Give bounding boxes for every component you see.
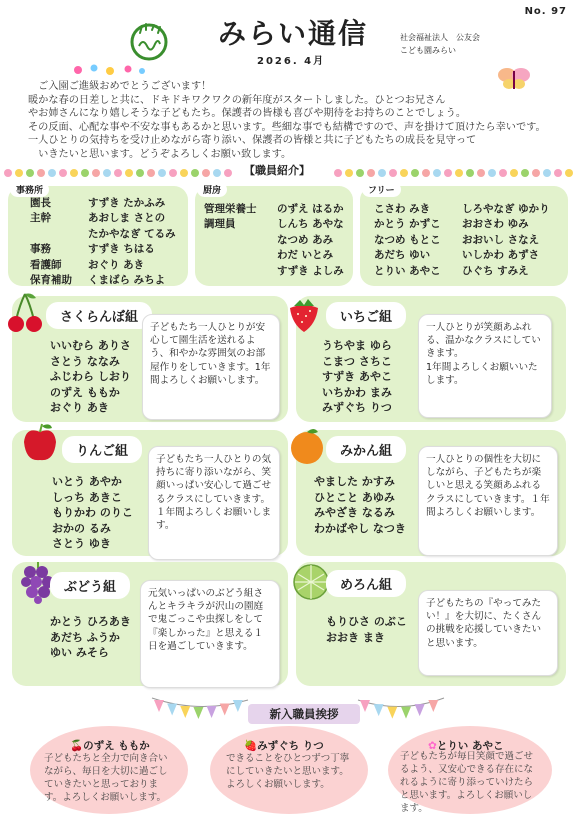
group-members-meron: もりひさ のぶこ おおき まき [326, 615, 407, 644]
strawberry-icon [286, 294, 322, 334]
new-staff-name-1: 🍒のずえ ももか [70, 740, 150, 752]
new-staff-message-1: 子どもたちと全力で向き合いながら、毎日を大切に過ごしていきたいと思っております。よろしくお願いします。 [44, 753, 168, 803]
org-line-1: 社会福祉法人 公友会 [400, 33, 480, 42]
new-staff-name-3: ✿とりい あやこ [428, 740, 504, 752]
cherry-icon [6, 290, 44, 336]
new-staff-message-2: できることをひとつずつ丁寧にしていきたいと思います。 よろしくお願いします。 [226, 753, 350, 790]
issue-number: No. 97 [524, 6, 567, 17]
free-staff-col2: しろやなぎ ゆかり おおさわ ゆみ おおいし さなえ いしかわ あずさ ひぐち すみえ [462, 203, 550, 277]
group-name-ringo: りんご組 [62, 436, 142, 463]
group-members-budou: かとう ひろあき あだち ふうか ゆい みそら [50, 615, 131, 659]
group-members-ichigo: うちやま ゆら こまつ さちこ すずき あやこ いちかわ まみ みずぐち りつ [322, 339, 392, 414]
office-names: すずき たかふみ あおしま さとの たかやなぎ てるみ すずき ちはる おぐり あき くまばら みちよ [88, 197, 176, 287]
new-staff-title: 新入職員挨拶 [248, 704, 360, 724]
kitchen-label: 厨房 [197, 182, 227, 197]
group-name-meron: めろん組 [326, 570, 406, 597]
group-message-sakuranbo: 子どもたち一人ひとりが安心して園生活を送れるよう、和やかな雰囲気のお部屋作りをしていきます。1年間よろしくお願いします。 [142, 314, 280, 420]
group-name-sakuranbo: さくらんぼ組 [46, 302, 152, 329]
group-message-meron: 子どもたちの『やってみたい！』を大切に、たくさんの挑戦を応援していきたいと思います。 [418, 590, 558, 676]
organization-name [400, 31, 480, 57]
apple-icon [20, 420, 60, 464]
group-message-mikan: 一人ひとりの個性を大切にしながら、子どもたちが楽しいと思える笑顔あふれるクラスにしていきます。１年間よろしくお願いします。 [418, 446, 558, 556]
issue-date: 2026. 4月 [257, 56, 326, 67]
group-name-budou: ぶどう組 [50, 572, 130, 599]
org-line-2: こども園みらい [400, 46, 456, 55]
cherry-small-icon: 🍒 [70, 740, 84, 752]
greeting-text: ご入園ご進級おめでとうございます！ 暖かな春の日差しと共に、ドキドキワクワクの新年度がスタートしました。ひとつお兄さん やお姉さんになり嬉しそうな子どもたち。保護者の皆様も喜びや期待をお持ちのことでしょう。 その反面、心配な事や不安な事もあるかと思います。些細な事でも結構ですので、声を掛けて頂けたら幸いです。 一人ひとりの気持ちを受け止めながら寄り添い、保護者の皆様と共に子どもたちの成長を見守って いきたいと思います。どうぞよろしくお願い致します。 [28, 81, 546, 160]
strawberry-small-icon: 🍓 [244, 740, 258, 752]
office-label: 事務所 [10, 182, 49, 197]
flowers-icon [70, 62, 150, 78]
group-message-budou: 元気いっぱいのぶどう組さんとキラキラが沢山の園庭で鬼ごっこや虫探しをして『楽しかった』と思える１日を過ごしていきます。 [140, 580, 280, 688]
group-members-ringo: いとう あやか しっち あきこ もりかわ のりこ おかの るみ さとう ゆき [52, 475, 133, 550]
group-name-mikan: みかん組 [326, 436, 406, 463]
kitchen-roles: 管理栄養士 調理員 [204, 203, 257, 231]
newsletter-title: みらい通信 [218, 17, 369, 50]
staff-section-title: 【職員紹介】 [238, 162, 316, 180]
orange-icon [288, 426, 326, 466]
group-message-ringo: 子どもたち一人ひとりの気持ちに寄り添いながら、笑顔いっぱい安心して過ごせるクラスにしていきます。 １年間よろしくお願いします。 [148, 446, 280, 560]
group-name-ichigo: いちご組 [326, 302, 406, 329]
logo-icon [127, 16, 171, 62]
new-staff-message-3: 子どもたちが毎日笑顔で過ごせるよう、又安心できる存在になれるように寄り添っていけたらと思います。よろしくお願いします。 [400, 751, 534, 814]
office-roles: 園長 主幹 事務 看護師 保育補助 [30, 197, 72, 287]
kitchen-names: のずえ はるか しんち あやな なつめ あみ わだ いとみ すずき よしみ [277, 203, 344, 277]
free-staff-col1: こさわ みき かとう かずこ なつめ もとこ あだち ゆい とりい あやこ [374, 203, 441, 277]
group-message-ichigo: 一人ひとりが笑顔あふれる、温かなクラスにしていきます。 1年間よろしくお願いいたします。 [418, 314, 552, 418]
group-members-sakuranbo: いいむら ありさ さとう ななみ ふじわら しおり のずえ ももか おぐり あき [50, 339, 131, 414]
flower-small-icon: ✿ [428, 740, 437, 752]
bunting-right-icon [356, 694, 446, 726]
bunting-left-icon [150, 694, 250, 726]
group-members-mikan: やました かすみ ひとこと あゆみ みやざき なるみ わかばやし なつき [314, 475, 406, 535]
free-staff-label: フリー [362, 182, 401, 197]
new-staff-name-2: 🍓みずぐち りつ [244, 740, 324, 752]
